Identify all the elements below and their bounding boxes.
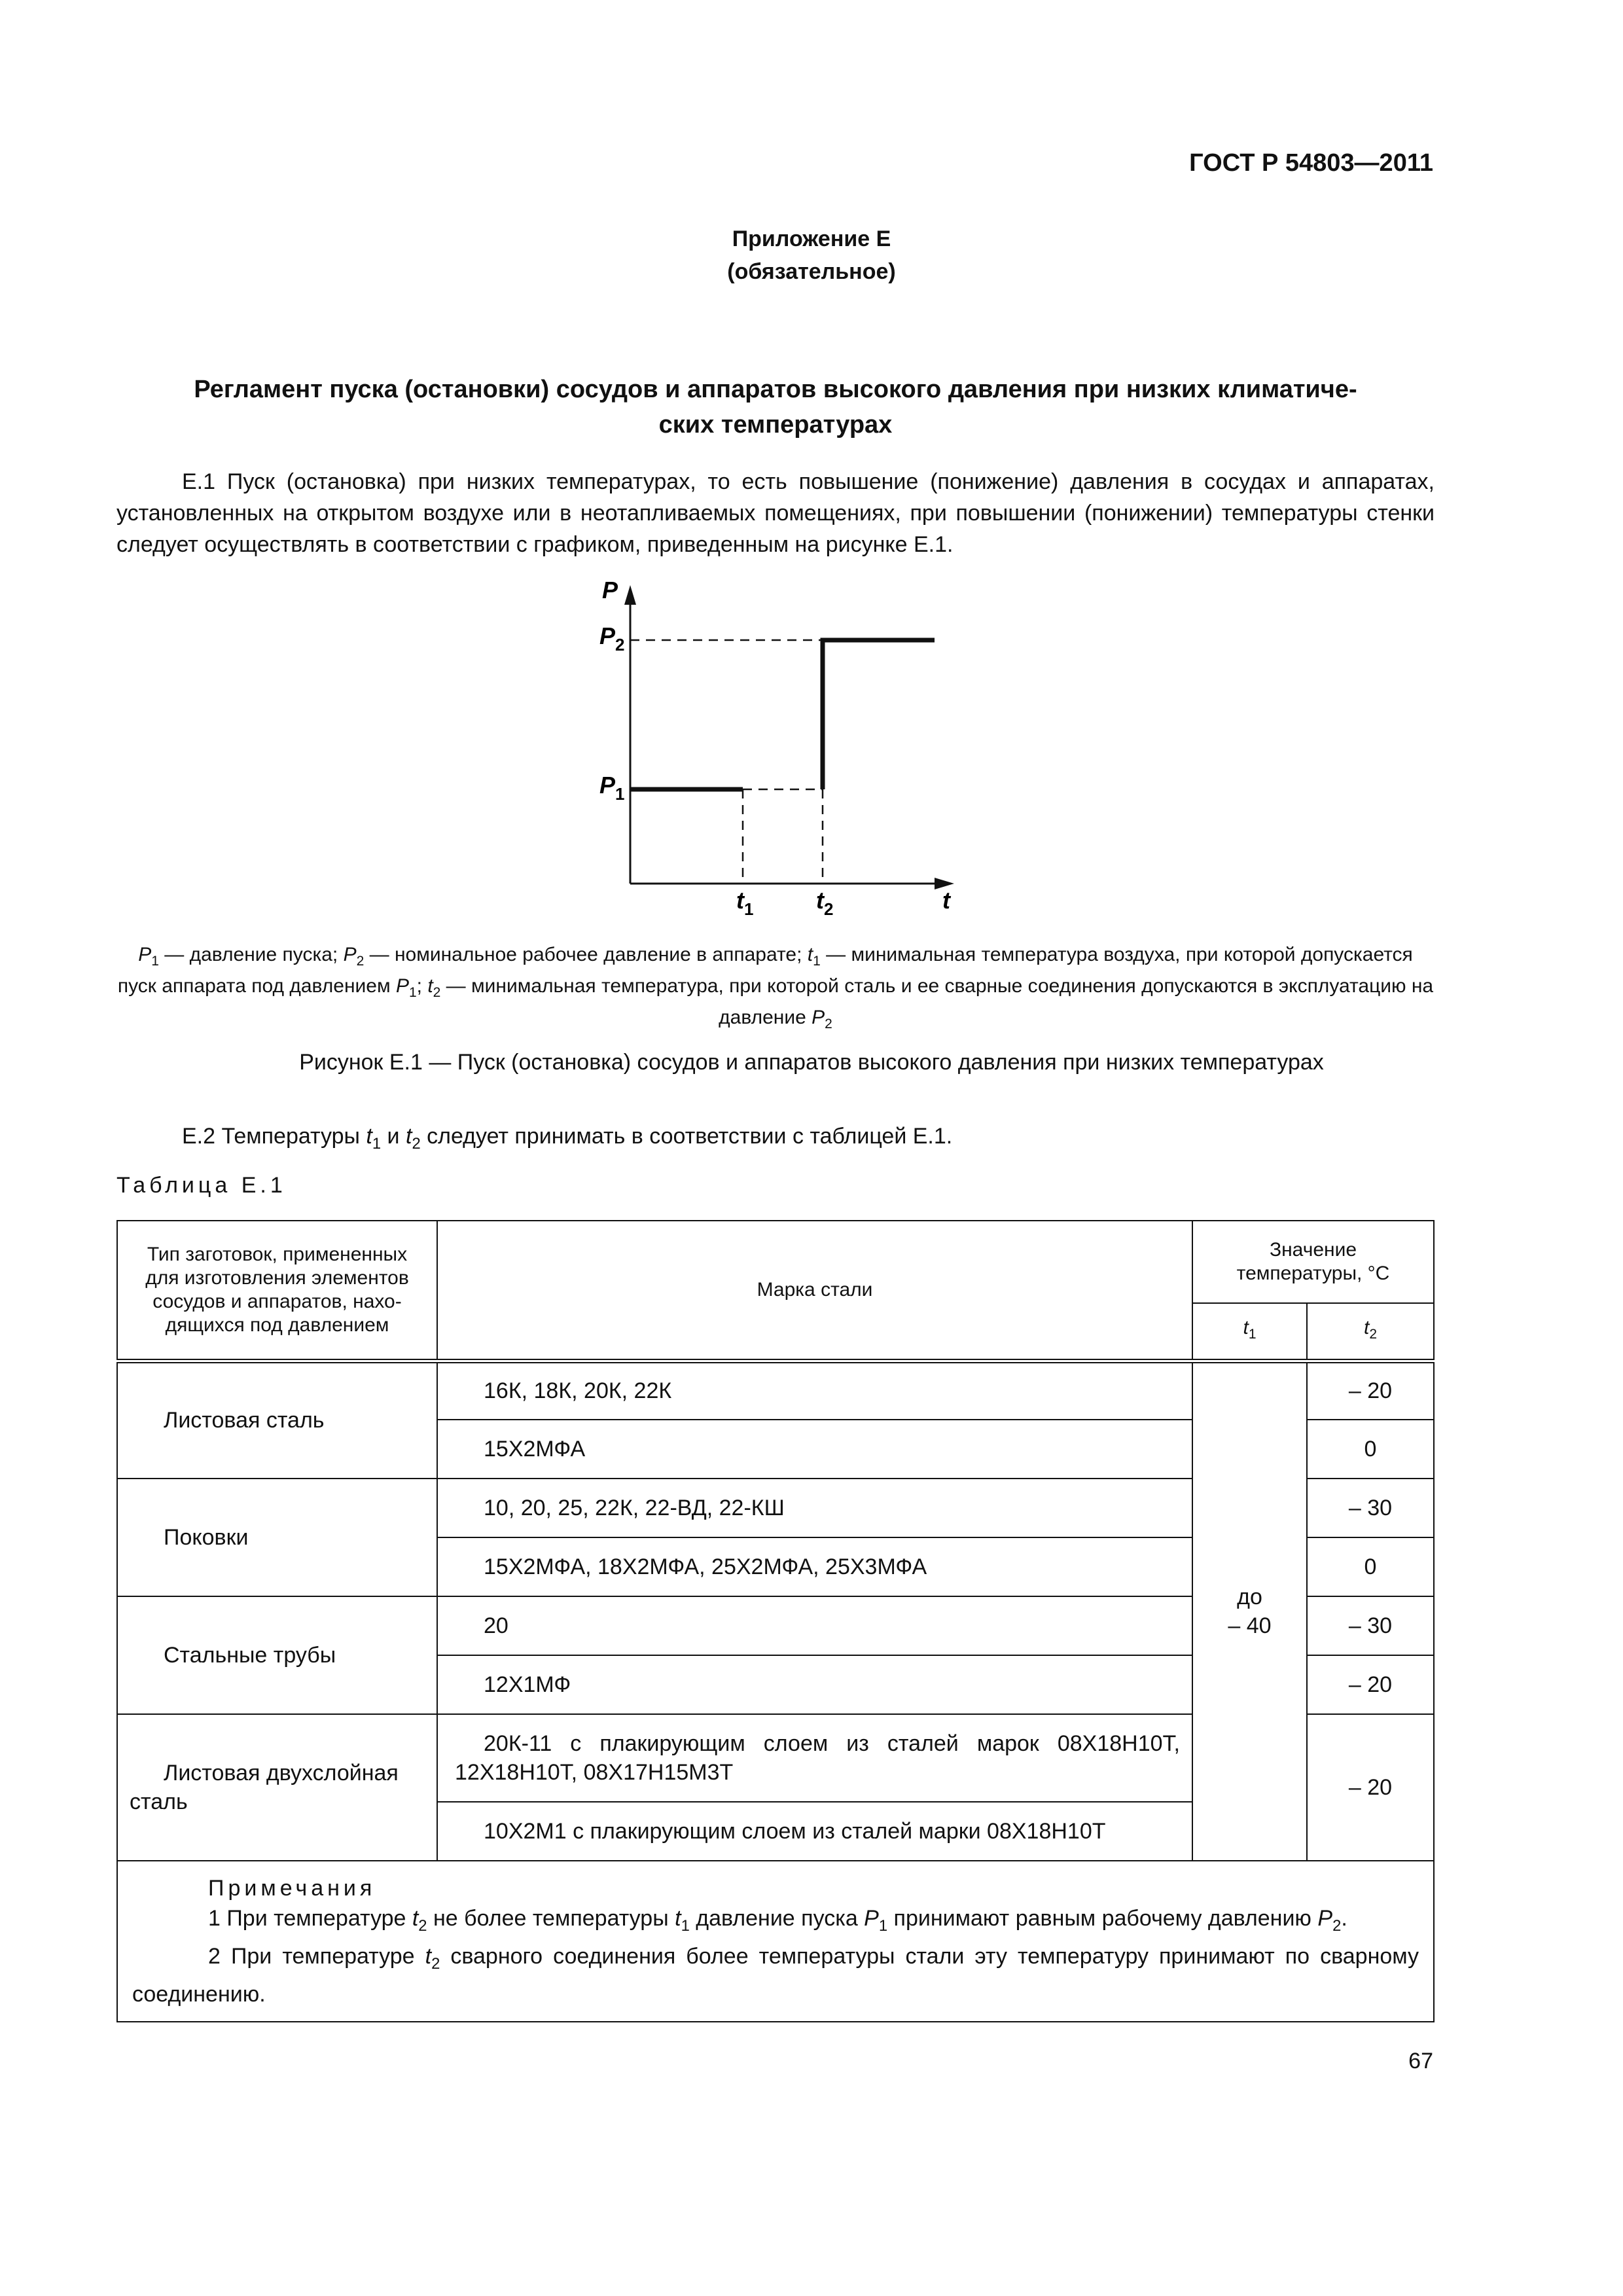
t2-value-cell: – 20 (1307, 1361, 1434, 1420)
title-line-1: Регламент пуска (остановки) сосудов и аппаратов высокого давления при низких климатиче- (194, 376, 1357, 403)
header-steel-grade: Марка стали (437, 1221, 1192, 1361)
header-blank-type: Тип заготовок, примененных для изготовления элементов сосудов и аппаратов, нахо-дящихся под давлением (117, 1221, 437, 1361)
t2-value-cell: – 30 (1307, 1596, 1434, 1655)
table-notes-row (117, 1861, 1434, 2022)
blank-type-cell: Стальные трубы (117, 1596, 437, 1714)
steel-grade-cell: 10Х2М1 с плакирующим слоем из сталей марки 08Х18Н10Т (437, 1802, 1192, 1861)
table-row (117, 1361, 1434, 1420)
p2-label: $P_2$ (599, 622, 625, 655)
t1-label: $t_1$ (736, 887, 754, 916)
header-temperature: Значение температуры, °С (1192, 1221, 1434, 1303)
appendix-name: Приложение Е (732, 226, 891, 251)
steel-grade-cell: 16К, 18К, 20К, 22К (437, 1361, 1192, 1420)
t2-value-cell: 0 (1307, 1420, 1434, 1479)
blank-type-cell: Поковки (117, 1479, 437, 1596)
t2-value-cell: – 20 (1307, 1655, 1434, 1714)
figure-caption: Рисунок Е.1 — Пуск (остановка) сосудов и аппаратов высокого давления при низких температурах (299, 1050, 1324, 1075)
steel-grade-cell: 12Х1МФ (437, 1655, 1192, 1714)
steel-temperature-table (116, 1220, 1435, 2022)
title-line-2: ских температурах (658, 411, 893, 439)
y-axis-arrow (624, 585, 636, 605)
paragraph-e2: Е.2 Температуры $t_1$ и $t_2$ следует принимать в соответствии с таблицей Е.1. (182, 1124, 953, 1153)
x-axis-label: t (942, 887, 950, 914)
steel-grade-cell: 20 (437, 1596, 1192, 1655)
header-t2: $t_2$ (1307, 1303, 1434, 1361)
steel-grade-cell: 20К-11 с плакирующим слоем из сталей марок 08Х18Н10Т, 12Х18Н10Т, 08Х17Н15М3Т (437, 1714, 1192, 1802)
figure-legend: $P_1$ — давление пуска; $P_2$ — номинальное рабочее давление в аппарате; $t_1$ — минимальная температура воздуха, при которой допускается пуск аппарата под давлением $P_1$; $t_2$ — минимальная температура, при которой сталь и ее сварные соединения допускаются в эксплуатацию на давление $P_2$ (117, 944, 1434, 1031)
page-number: 67 (1408, 2049, 1433, 2073)
table-notes (117, 1861, 1434, 2022)
t2-label: $t_2$ (816, 887, 834, 916)
notes-title: Примечания (208, 1876, 376, 1901)
blank-type-cell: Листовая двухслойная сталь (117, 1714, 437, 1861)
note-2: 2 При температуре $t_2$ сварного соединения более температуры стали эту температуру принимают по сварному соединению. (132, 1943, 1419, 2007)
pressure-rise (823, 640, 935, 789)
p1-label: $P_1$ (599, 772, 625, 804)
t2-value-cell: 0 (1307, 1537, 1434, 1596)
note-1: 1 При температуре $t_2$ не более температуры $t_1$ давление пуска $P_1$ принимают равным рабочему давлению $P_2$. (208, 1906, 1347, 1935)
section-title (118, 372, 1433, 442)
steel-grade-cell: 15Х2МФА (437, 1420, 1192, 1479)
y-axis-label: P (602, 577, 618, 603)
table-caption: Таблица Е.1 (116, 1173, 287, 1198)
blank-type-cell: Листовая сталь (117, 1361, 437, 1479)
t1-value-cell: до – 40 (1192, 1361, 1307, 1861)
steel-grade-cell: 15Х2МФА, 18Х2МФА, 25Х2МФА, 25Х3МФА (437, 1537, 1192, 1596)
t2-value-cell: – 20 (1307, 1714, 1434, 1861)
pressure-temperature-graph (576, 576, 982, 916)
paragraph-e1: Е.1 Пуск (остановка) при низких температурах, то есть повышение (понижение) давления в сосудах и аппаратах, установленных на открытом воздухе или в неотапливаемых помещениях, при повышении (понижении) температуры стенки следует осуществлять в соответствии с графиком, приведенным на рисунке Е.1. (116, 469, 1435, 557)
appendix-status: (обязательное) (727, 259, 896, 284)
t2-value-cell: – 30 (1307, 1479, 1434, 1537)
steel-grade-cell: 10, 20, 25, 22К, 22-ВД, 22-КШ (437, 1479, 1192, 1537)
header-t1: $t_1$ (1192, 1303, 1307, 1361)
standard-number: ГОСТ Р 54803—2011 (1189, 149, 1433, 177)
